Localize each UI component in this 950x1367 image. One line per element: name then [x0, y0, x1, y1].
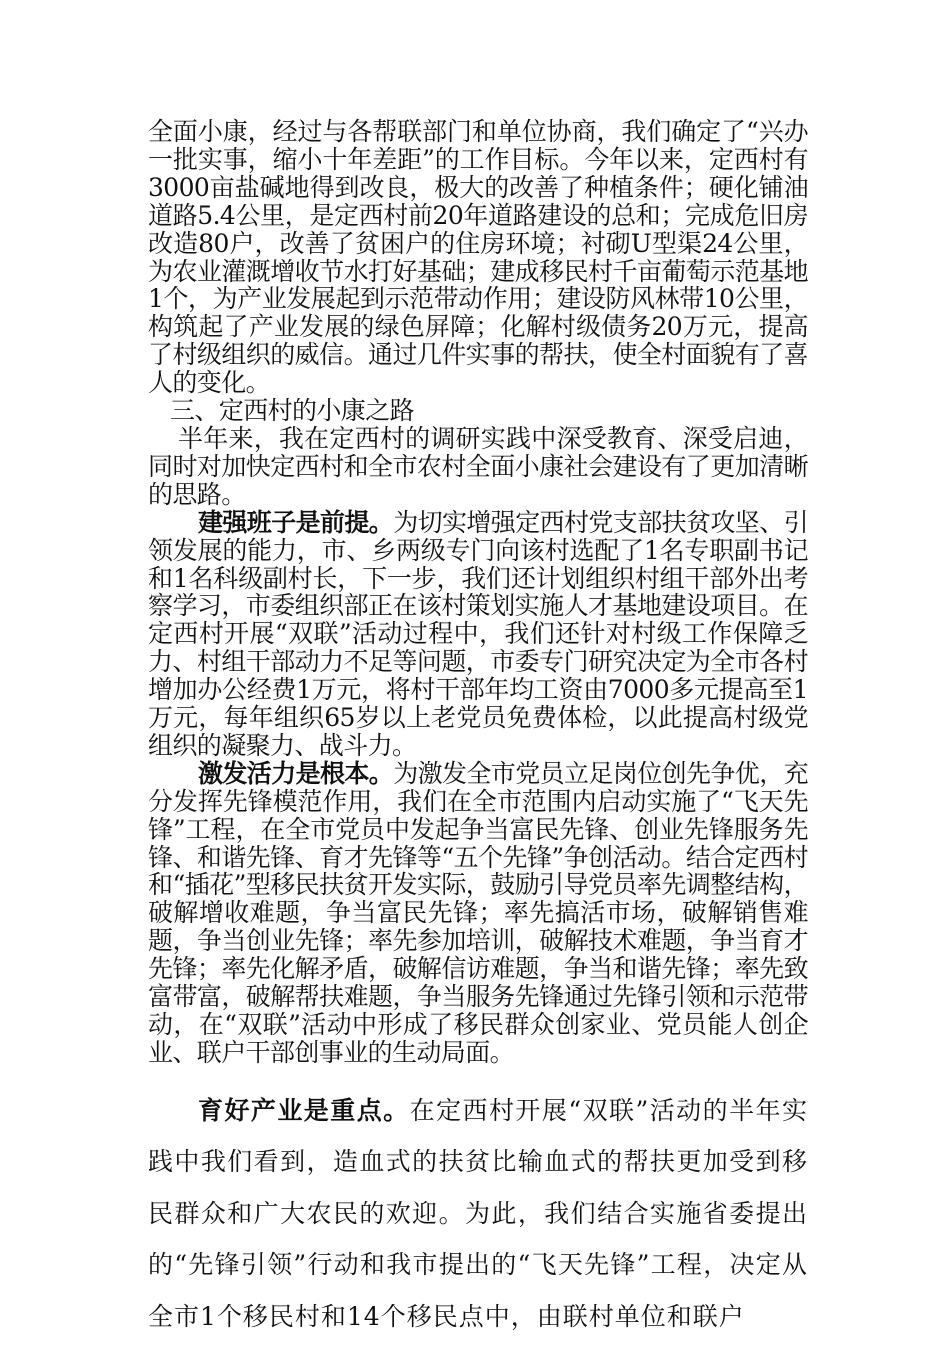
- document-page: [148, 118, 808, 1367]
- paragraph-half-year: 半年来，我在定西村的调研实践中深受教育、深受启迪，同时对加快定西村和全市农村全面小康社会建设有了更加清晰的思路。: [148, 423, 808, 509]
- dense-text-block: [148, 118, 808, 1067]
- paragraph-industry-lead: 育好产业是重点。: [198, 1095, 410, 1125]
- paragraph-intro: 全面小康，经过与各帮联部门和单位协商，我们确定了“兴办一批实事，缩小十年差距”的工作目标。今年以来，定西村有3000亩盐碱地得到改良，极大的改善了种植条件；硬化铺油道路5.4公里，是定西村前20年道路建设的总和；完成危旧房改造80户，改善了贫困户的住房环境；衬砌U型渠24公里，为农业灌溉增收节水打好基础；建成移民村千亩葡萄示范基地1个，为产业发展起到示范带动作用；建设防风林带10公里，构筑起了产业发展的绿色屏障；化解村级债务20万元，提高了村级组织的威信。通过几件实事的帮扶，使全村面貌有了喜人的变化。: [148, 117, 808, 398]
- paragraph-vitality-body: 为激发全市党员立足岗位创先争优，充分发挥先锋模范作用，我们在全市范围内启动实施了“飞天先锋”工程，在全市党员中发起争当富民先锋、创业先锋服务先锋、和谐先锋、育才先锋等“五个先锋”争创活动。结合定西村和“插花”型移民扶贫开发实际，鼓励引导党员率先调整结构，破解增收难题，争当富民先锋；率先搞活市场，破解销售难题，争当创业先锋；率先参加培训，破解技术难题，争当育才先锋；率先化解矛盾，破解信访难题，争当和谐先锋；率先致富带富，破解帮扶难题，争当服务先锋通过先锋引领和示范带动，在“双联”活动中形成了移民群众创家业、党员能人创企业、联户干部创事业的生动局面。: [148, 758, 809, 1067]
- paragraph-team-body: 为切实增强定西村党支部扶贫攻坚、引领发展的能力，市、乡两级专门向该村选配了1名专职副书记和1名科级副村长，下一步，我们还计划组织村组干部外出考察学习，市委组织部正在该村策划实施人才基地建设项目。在定西村开展“双联”活动过程中，我们还针对村级工作保障乏力、村组干部动力不足等问题，市委专门研究决定为全市各村增加办公经费1万元，将村干部年均工资由7000多元提高至1万元，每年组织65岁以上老党员免费体检，以此提高村级党组织的凝聚力、战斗力。: [148, 507, 809, 760]
- paragraph-team: [148, 509, 808, 760]
- section-heading: 三、定西村的小康之路: [170, 396, 415, 426]
- paragraph-vitality-lead: 激发活力是根本。: [198, 758, 394, 788]
- paragraph-team-lead: 建强班子是前提。: [198, 507, 394, 537]
- paragraph-industry: [148, 1085, 808, 1343]
- paragraph-vitality: [148, 760, 808, 1067]
- paragraph-industry-body: 在定西村开展“双联”活动的半年实践中我们看到，造血式的扶贫比输血式的帮扶更加受到移民群众和广大农民的欢迎。为此，我们结合实施省委提出的“先锋引领”行动和我市提出的“飞天先锋”工程，决定从全市1个移民村和14个移民点中，由联村单位和联户: [148, 1095, 808, 1331]
